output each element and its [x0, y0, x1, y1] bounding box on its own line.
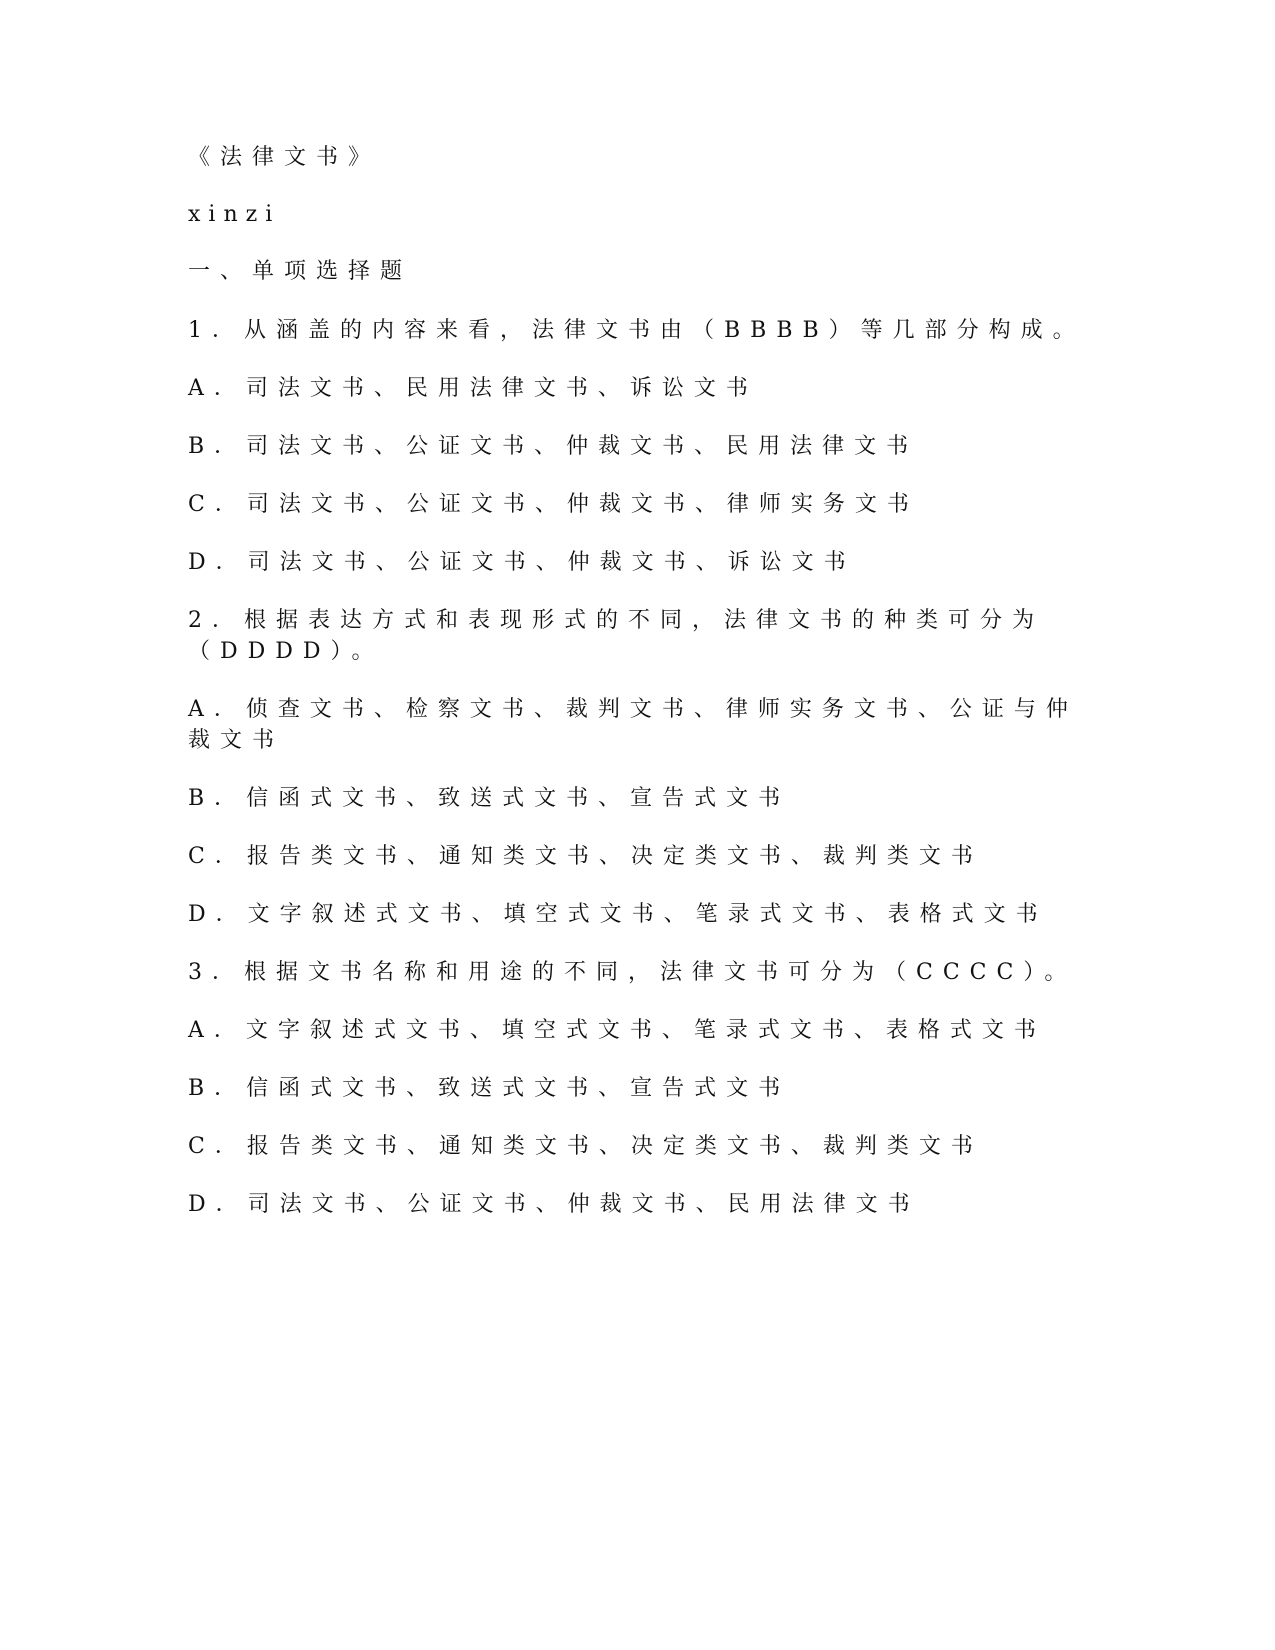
question-option: A．司法文书、民用法律文书、诉讼文书 [188, 376, 758, 401]
question-option: A．文字叙述式文书、填空式文书、笔录式文书、表格式文书 [188, 1018, 1046, 1043]
question-2 [188, 605, 1090, 930]
question-option: A．侦查文书、检察文书、裁判文书、律师实务文书、公证与仲裁文书 [188, 697, 1078, 753]
question-stem: 3．根据文书名称和用途的不同，法律文书可分为（CCCC）。 [188, 960, 1077, 985]
question-option: B．信函式文书、致送式文书、宣告式文书 [188, 1076, 791, 1101]
question-3 [188, 957, 1090, 1220]
question-option: C．报告类文书、通知类文书、决定类文书、裁判类文书 [188, 844, 983, 869]
question-option: B．司法文书、公证文书、仲裁文书、民用法律文书 [188, 434, 919, 459]
question-option: D．司法文书、公证文书、仲裁文书、民用法律文书 [188, 1192, 920, 1217]
document-title: 《法律文书》 [188, 145, 381, 170]
document-author: xinzi [188, 202, 281, 227]
question-option: C．司法文书、公证文书、仲裁文书、律师实务文书 [188, 492, 919, 517]
question-option: D．司法文书、公证文书、仲裁文书、诉讼文书 [188, 550, 856, 575]
question-stem: 1．从涵盖的内容来看，法律文书由（BBBB）等几部分构成。 [188, 318, 1085, 343]
section-heading: 一、单项选择题 [188, 259, 413, 284]
question-1 [188, 315, 1090, 578]
question-option: D．文字叙述式文书、填空式文书、笔录式文书、表格式文书 [188, 902, 1048, 927]
question-option: B．信函式文书、致送式文书、宣告式文书 [188, 786, 791, 811]
question-option: C．报告类文书、通知类文书、决定类文书、裁判类文书 [188, 1134, 983, 1159]
question-stem: 2．根据表达方式和表现形式的不同，法律文书的种类可分为（DDDD）。 [188, 608, 1044, 664]
